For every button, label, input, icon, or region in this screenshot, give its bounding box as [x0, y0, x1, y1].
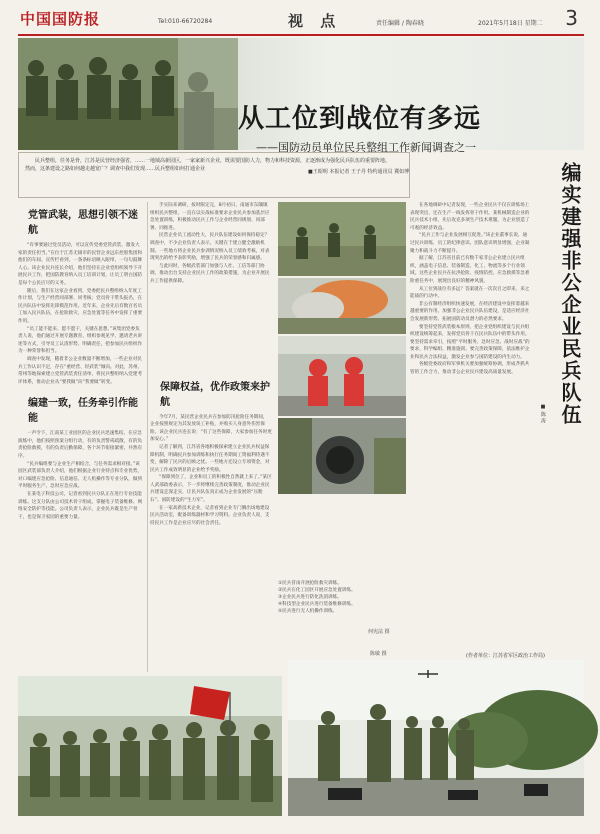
- body-text: 调查中发现，随着非公企业数量不断增加，一些企业对民兵工作认识不足，存在“重经营、轻武装”倾向。对此，苏州、常州等地探索建立党管武装责任清单，将民兵整组纳入党建考评体系，推动企业从“要我做”向“我要做”转变。: [18, 356, 143, 385]
- photo-credit-2: 陈敏 摄: [370, 651, 387, 657]
- photo-militia-oath: [18, 676, 282, 816]
- body-text: 要坚持党管武装根本原则，把企业党组织建设与民兵组织建设统筹起来，发挥党员骨干在民兵队伍中的带头作用。要坚持需求牵引，按照“平时服务、急时应急、战时应战”的要求，科学编组、精准施训。要完善政策保障，依法维护企业和民兵合法权益，激发企业参与国防建设的内生动力。: [410, 324, 530, 360]
- body-text: “民兵编组要与企业生产相结合，与任务需求相对接。”该园区武装部负责人介绍，他们根据企业行业特点和专业优势，对口编建应急抢险、信息通信、无人机操作等专业分队，做到平时服务生产、急时应急应战。: [18, 461, 143, 490]
- body-text: 一声令下，江南某工业园区的企业民兵迅速集结。在应急演练中，他们按照预案分组行动，有的负责警戒疏散，有的负责抢险救援，有的负责后勤保障，各个环节衔接紧密、井然有序。: [18, 431, 143, 460]
- column-rule: [147, 202, 148, 672]
- photo-smoke-drill: [278, 278, 406, 334]
- caption-5: ⑤民兵进行无人机操作训练。: [278, 609, 338, 614]
- equipment-photo: [278, 418, 406, 494]
- body-text: “保障到位了，企业和员工的积极性自然就上来了。”某区人武部政委表示，下一步将继续完善政策制度，推动企业民兵建设走深走实，让民兵队伍真正成为企业发展的“压舱石”、国防建设的“生力军”。: [150, 475, 272, 504]
- subheadline: ——国防动员单位民兵整组工作新闻调查之一: [256, 141, 476, 154]
- body-text: “有事要通过党员活动，可以宣传党委党管武装、激发大家的责任担当。”在位于江苏无锡市的民营企业远东控股集团和他们的车间、宣传栏看到，一条条标语映入眼帘，一句句鼓舞人心。该企业民兵连长介绍，他们坚持在企业党组织领导下开展民兵工作，把国防教育纳入员工培训计划，让员工明白国防是每个公民应尽的义务。: [18, 243, 143, 286]
- section-title: 视 点: [288, 12, 342, 30]
- side-article-author: ■ 陈 涛: [540, 404, 546, 424]
- section-heading-3: 保障权益，优作政策来护航: [160, 381, 270, 408]
- flood-rescue-photo: [278, 202, 406, 276]
- body-text: 在一家高新技术企业，记者看到企业专门腾出场地建设民兵活动室，配备训练器材和学习资料。企业负责人说，支持民兵工作是企业应尽的社会责任。: [150, 505, 270, 526]
- hazmat-photo: [278, 336, 406, 416]
- body-text: 记者了解到，江苏省各地积极探索建立企业民兵权益保障机制，明确民兵参加训练和执行任务期间工资福利待遇不变，解除了民兵的后顾之忧。一些地方还设立专项资金，对民兵工作成效明显的企业给予奖励。: [150, 444, 270, 473]
- body-text: 与此同时，各级武装部门加强与人社、工信等部门协调，推动出台支持企业民兵工作的政策措施，为企业开展民兵工作提供保障。: [150, 263, 270, 284]
- body-text: “民兵工作与企业发展相互促进。”该企业董事长说，通过民兵训练，员工的纪律意识、团队意识明显增强，企业凝聚力和战斗力不断提升。: [410, 233, 530, 254]
- smoke-drill-photo: [278, 278, 406, 334]
- body-text: 从工位到战位有多远？答案就在一次次召之即来、来之能战的行动中。: [410, 286, 530, 300]
- body-text: 据了解，江苏省目前已有数千家非公企业建立民兵组织，涵盖电子信息、装备制造、化工、物流等多个行业领域。这些企业民兵在抗洪抢险、疫情防控、应急救援等急难险重任务中，展现出良好的精神风貌。: [410, 256, 530, 284]
- side-article-title: 编实建强非公企业民兵队伍: [558, 162, 582, 426]
- newspaper-logo: 中国国防报: [20, 10, 101, 28]
- section-heading-1: 党管武装，思想引领不迷航: [28, 210, 138, 236]
- column-2: [150, 202, 272, 672]
- section-heading-2: 编建一致，任务牵引作能能: [28, 398, 138, 425]
- photo-hazmat: [278, 336, 406, 416]
- body-text: “员工能不能来、愿不愿干，关键在思想。”该集团党委负责人说，他们通过开展专题教育、组织参观见学、邀请老兵讲述等方式，引导员工认清形势、明确责任，把参加民兵组织作为一种荣誉和担当。: [18, 326, 143, 355]
- body-text: 今年7月，某民营企业民兵在参加防汛抢险任务期间，企业按照规定为其发放误工补贴，并购买人身意外伤害保险。该企业民兵连长说：“有了这些保障，大家参加任务时更加安心。”: [150, 414, 272, 443]
- caption-1: ①民兵冒雨开展抢险救灾训练。: [278, 581, 342, 586]
- body-text: 随后，我们在这家企业看到，党委把民兵整组纳入年度工作计划，与生产经营同部署、同考核；党员骨干带头报名，在民兵队伍中发挥先锋模范作用。近年来，企业先后有数百名员工加入民兵队伍，在抢险救灾、应急处置等任务中发挥了重要作用。: [18, 288, 143, 324]
- telephone: Tel:010-66720284: [158, 18, 213, 25]
- masthead: [18, 6, 584, 36]
- headline: 从工位到战位有多远: [238, 104, 482, 134]
- photo-captions: [278, 580, 406, 615]
- photo-flood-rescue: [278, 202, 406, 276]
- body-text: 各级党委政府和军事机关要加强统筹协调，形成齐抓共管的工作合力，推动非公企业民兵建设高质量发展。: [410, 362, 530, 376]
- caption-2: ②民兵在化工园区开展应急处置训练。: [278, 588, 356, 593]
- soldiers-photo: [18, 38, 238, 150]
- body-text: 在某电子科技公司，记者看到民兵分队正在进行专业技能训练。这支分队由公司技术骨干组成，掌握电子装备维修、网络安全防护等技能。公司负责人表示，企业民兵既是生产骨干，也是保卫家园的重要力量。: [18, 492, 143, 520]
- byline: ■王昭明 本报记者 王子丹 特约通讯员 冀如博: [308, 169, 410, 175]
- caption-4: ④科技型企业民兵进行装备维修训练。: [278, 602, 356, 607]
- column-3: [410, 202, 530, 602]
- column-1: [18, 202, 144, 672]
- issue-date: 2021年5月18日 星期二: [478, 20, 543, 27]
- lead-paragraph: 民兵整组，任务是骨，江苏是民营经济强省，……一地域高新园区，一家家新兴企业，既需要国防人力，物力和科技资源，正逐渐成为强化民兵队伍的重要阵地。 然而，这条建设之路如何越走越宽广？调查中我们发现……民兵整组如何打通企业: [25, 158, 400, 172]
- editors: 责任编辑 / 陶春晓: [376, 20, 424, 27]
- body-text: 手实际来调研，按时限定完，8月初日，南通市东隅镇组织民兵整组，一直在以实战标准要求企业民兵参加基层应急处置训练，积极推动民兵工作与企业经营同规划、同部署、同推进。: [150, 203, 270, 231]
- drone-training-photo: [288, 660, 584, 816]
- photo-credit-1: 何宪法 摄: [368, 629, 390, 635]
- body-text: 非公有制经济组织快速发展，在经济建设中发挥着越来越重要的作用。加强非公企业民兵队伍建设，是适应经济社会发展新形势、拓展国防动员潜力的必然要求。: [410, 301, 530, 322]
- side-article-footer: (作者单位：江苏省军区政治工作局): [466, 653, 545, 659]
- photo-drone-training: [288, 660, 584, 816]
- body-text: 民营企业员工流动性大，民兵队伍建设如何保持稳定？调查中，不少企业负责人表示，关键在于建立健全激励机制。一些地方将企业民兵参训情况纳入员工绩效考核，对表现突出的给予表彰奖励，增强了民兵的荣誉感和归属感。: [150, 233, 270, 262]
- page-number: 3: [565, 6, 578, 30]
- caption-3: ③企业民兵进行防化洗消训练。: [278, 595, 342, 600]
- photo-equipment: [278, 418, 406, 494]
- body-text: 在各地调研中记者发现，一些企业民兵不仅在训练场上表现突出，还在生产一线发挥骨干作用。某机械制造企业的民兵技术小组，先后攻克多项生产技术难题，为企业创造了可观的经济效益。: [410, 203, 530, 231]
- militia-oath-photo: [18, 676, 282, 816]
- lead-paragraph-box: [18, 152, 410, 198]
